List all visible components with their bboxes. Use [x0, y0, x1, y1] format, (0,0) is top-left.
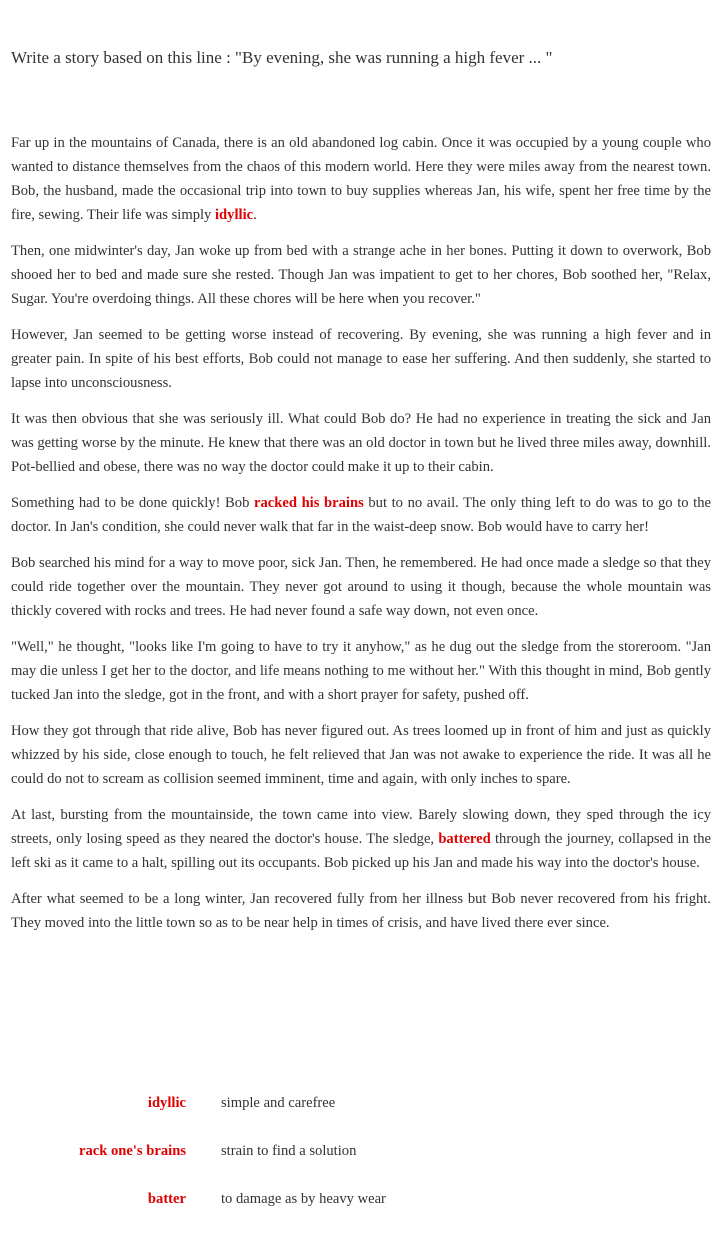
story-paragraph-3: However, Jan seemed to be getting worse instead of recovering. By evening, she was running a high fever and in greater pain. In spite of his best efforts, Bob could not manage to ease her suffering. And then suddenly, she started to lapse into unconsciousness. [11, 327, 711, 391]
story-text: through the journey, collapsed in the left ski as it came to a halt, spilling out its occupants. Bob picked up his Jan and made his way into the doctor's house. [11, 831, 711, 871]
story-paragraph-5 [11, 491, 711, 539]
vocab-highlight-battered: battered [438, 831, 491, 847]
story-paragraph-2: Then, one midwinter's day, Jan woke up from bed with a strange ache in her bones. Putting it down to overwork, Bob shooed her to bed and made sure she rested. Though Jan was impatient to get to her chores, Bob soothed her, "Relax, Sugar. You're overdoing things. All these chores will be here when you recover." [11, 243, 711, 307]
story-paragraph-10: After what seemed to be a long winter, Jan recovered fully from her illness but Bob never recovered from his fright. They moved into the little town so as to be near help in times of crisis, and have lived there ever since. [11, 891, 711, 931]
story-text: but to no avail. The only thing left to do was to go to the doctor. In Jan's condition, she could never walk that far in the waist-deep snow. Bob would have to carry her! [11, 495, 711, 535]
glossary-row [0, 1187, 720, 1211]
vocab-highlight-idyllic: idyllic [215, 207, 254, 223]
vocab-highlight-racked-his-brains: racked his brains [254, 495, 364, 511]
story-text: Far up in the mountains of Canada, there is an old abandoned log cabin. Once it was occupied by a young couple who wanted to distance themselves from the chaos of this modern world. Here they were miles away from the nearest town. Bob, the husband, made the occasional trip into town to buy supplies whereas Jan, his wife, spent her free time by the fire, sewing. Their life was simply [11, 135, 711, 223]
story-paragraph-4: It was then obvious that she was seriously ill. What could Bob do? He had no experience in treating the sick and Jan was getting worse by the minute. He knew that there was an old doctor in town but he lived three miles away, downhill. Pot-bellied and obese, there was no way the doctor could make it up to their cabin. [11, 411, 711, 475]
story-text: . [253, 207, 257, 223]
story-paragraph-1 [11, 131, 711, 227]
story-paragraph-7: "Well," he thought, "looks like I'm going to have to try it anyhow," as he dug out the sledge from the storeroom. "Jan may die unless I get her to the doctor, and life means nothing to me without her." With this thought in mind, Bob gently tucked Jan into the sledge, got in the front, and with a short prayer for safety, pushed off. [11, 639, 711, 703]
story-paragraph-8: How they got through that ride alive, Bob has never figured out. As trees loomed up in front of him and just as quickly whizzed by his side, close enough to touch, he felt relieved that Jan was not awake to experience the ride. It was all he could do not to scream as collision seemed imminent, time and again, with only inches to spare. [11, 723, 711, 787]
story-paragraph-6: Bob searched his mind for a way to move poor, sick Jan. Then, he remembered. He had once made a sledge so that they could ride together over the mountain. They never got around to using it though, because the whole mountain was thickly covered with rocks and trees. He had never found a safe way down, not even once. [11, 555, 711, 619]
story-paragraph-9 [11, 803, 711, 875]
writing-prompt: Write a story based on this line : "By evening, she was running a high fever ... " [11, 48, 553, 67]
glossary-definition: strain to find a solution [221, 1142, 357, 1159]
glossary-term: idyllic [147, 1094, 186, 1111]
glossary-definition: simple and carefree [221, 1094, 336, 1111]
story-text: At last, bursting from the mountainside, the town came into view. Barely slowing down, they sped through the icy streets, only losing speed as they neared the doctor's house. The sledge, [11, 807, 711, 847]
glossary-row [0, 1139, 720, 1163]
glossary-term: rack one's brains [78, 1142, 186, 1159]
vocabulary-glossary [0, 1091, 720, 1235]
glossary-row [0, 1091, 720, 1115]
glossary-term: batter [147, 1190, 186, 1207]
story-text: Something had to be done quickly! Bob [11, 495, 254, 511]
story-body [11, 131, 711, 947]
glossary-definition: to damage as by heavy wear [221, 1190, 386, 1207]
